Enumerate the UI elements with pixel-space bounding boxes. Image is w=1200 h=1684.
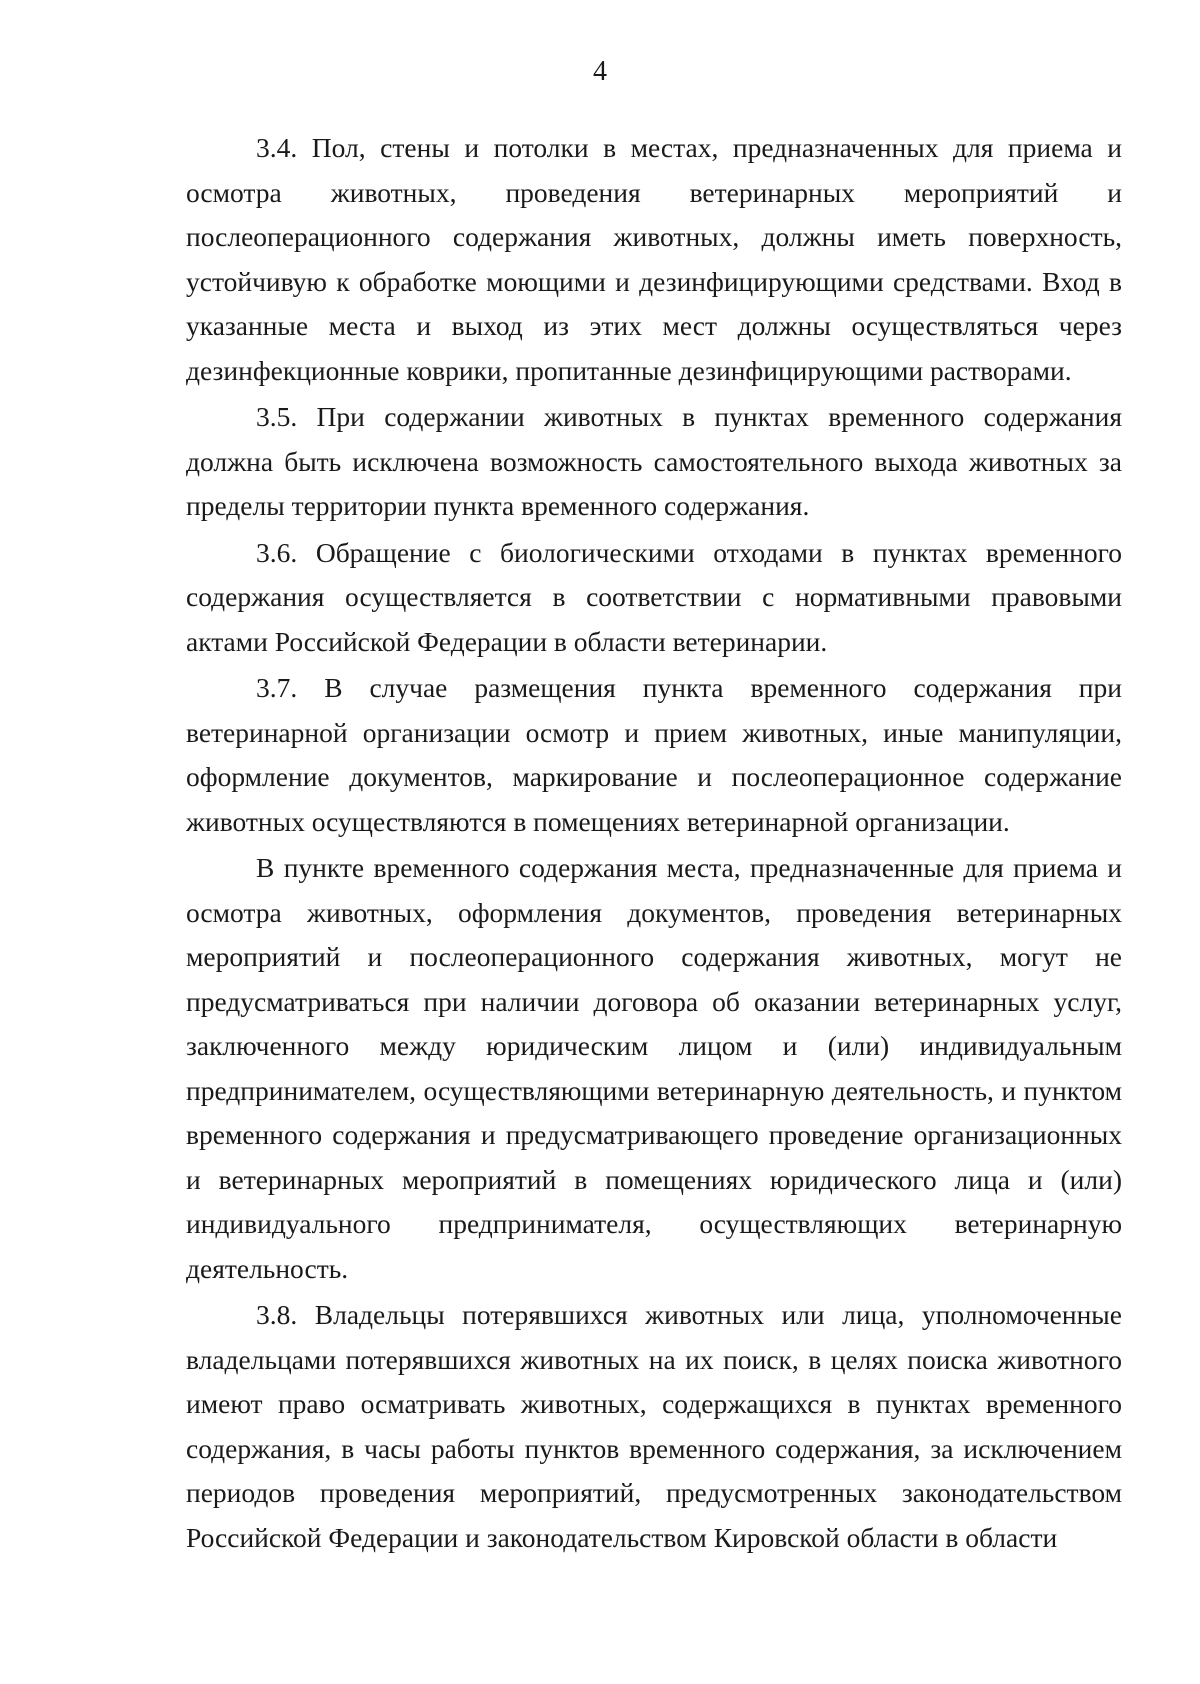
paragraph-3-6: 3.6. Обращение с биологическими отходами в пунктах временного содержания осуществляется в соответствии с нормативными правовыми актами Российской Федерации в области ветеринарии. [186, 536, 1122, 657]
paragraph-3-7: 3.7. В случае размещения пункта временного содержания при ветеринарной организации осмотр и прием животных, иные манипуляции, оформление документов, маркирование и послеоперационное содержание животных осуществляются в помещениях ветеринарной организации. [186, 672, 1122, 837]
page-number: 4 [593, 56, 607, 87]
paragraph-3-7-continued: В пункте временного содержания места, предназначенные для приема и осмотра животных, оформления документов, проведения ветеринарных мероприятий и послеоперационного содержания животных, могут не предусматриваться при наличии договора об оказании ветеринарных услуг, заключенного между юридическим лицом и (или) индивидуальным предпринимателем, осуществляющими ветеринарную деятельность, и пунктом временного содержания и предусматривающего проведение организационных и ветеринарных мероприятий в помещениях юридического лица и (или) индивидуального предпринимателя, осуществляющих ветеринарную деятельность. [186, 852, 1122, 1284]
paragraph-3-5: 3.5. При содержании животных в пунктах временного содержания должна быть исключена возможность самостоятельного выхода животных за пределы территории пункта временного содержания. [186, 401, 1122, 521]
document-body [186, 126, 1122, 1562]
paragraph-3-4: 3.4. Пол, стены и потолки в местах, предназначенных для приема и осмотра животных, проведения ветеринарных мероприятий и послеоперационного содержания животных, должны иметь поверхность, устойчивую к обработке моющими и дезинфицирующими средствами. Вход в указанные места и выход из этих мест должны осуществляться через дезинфекционные коврики, пропитанные дезинфицирующими растворами. [186, 132, 1122, 386]
paragraph-3-8: 3.8. Владельцы потерявшихся животных или лица, уполномоченные владельцами потерявшихся животных на их поиск, в целях поиска животного имеют право осматривать животных, содержащихся в пунктах временного содержания, в часы работы пунктов временного содержания, за исключением периодов проведения мероприятий, предусмотренных законодательством Российской Федерации и законодательством Кировской области в области [186, 1299, 1122, 1553]
